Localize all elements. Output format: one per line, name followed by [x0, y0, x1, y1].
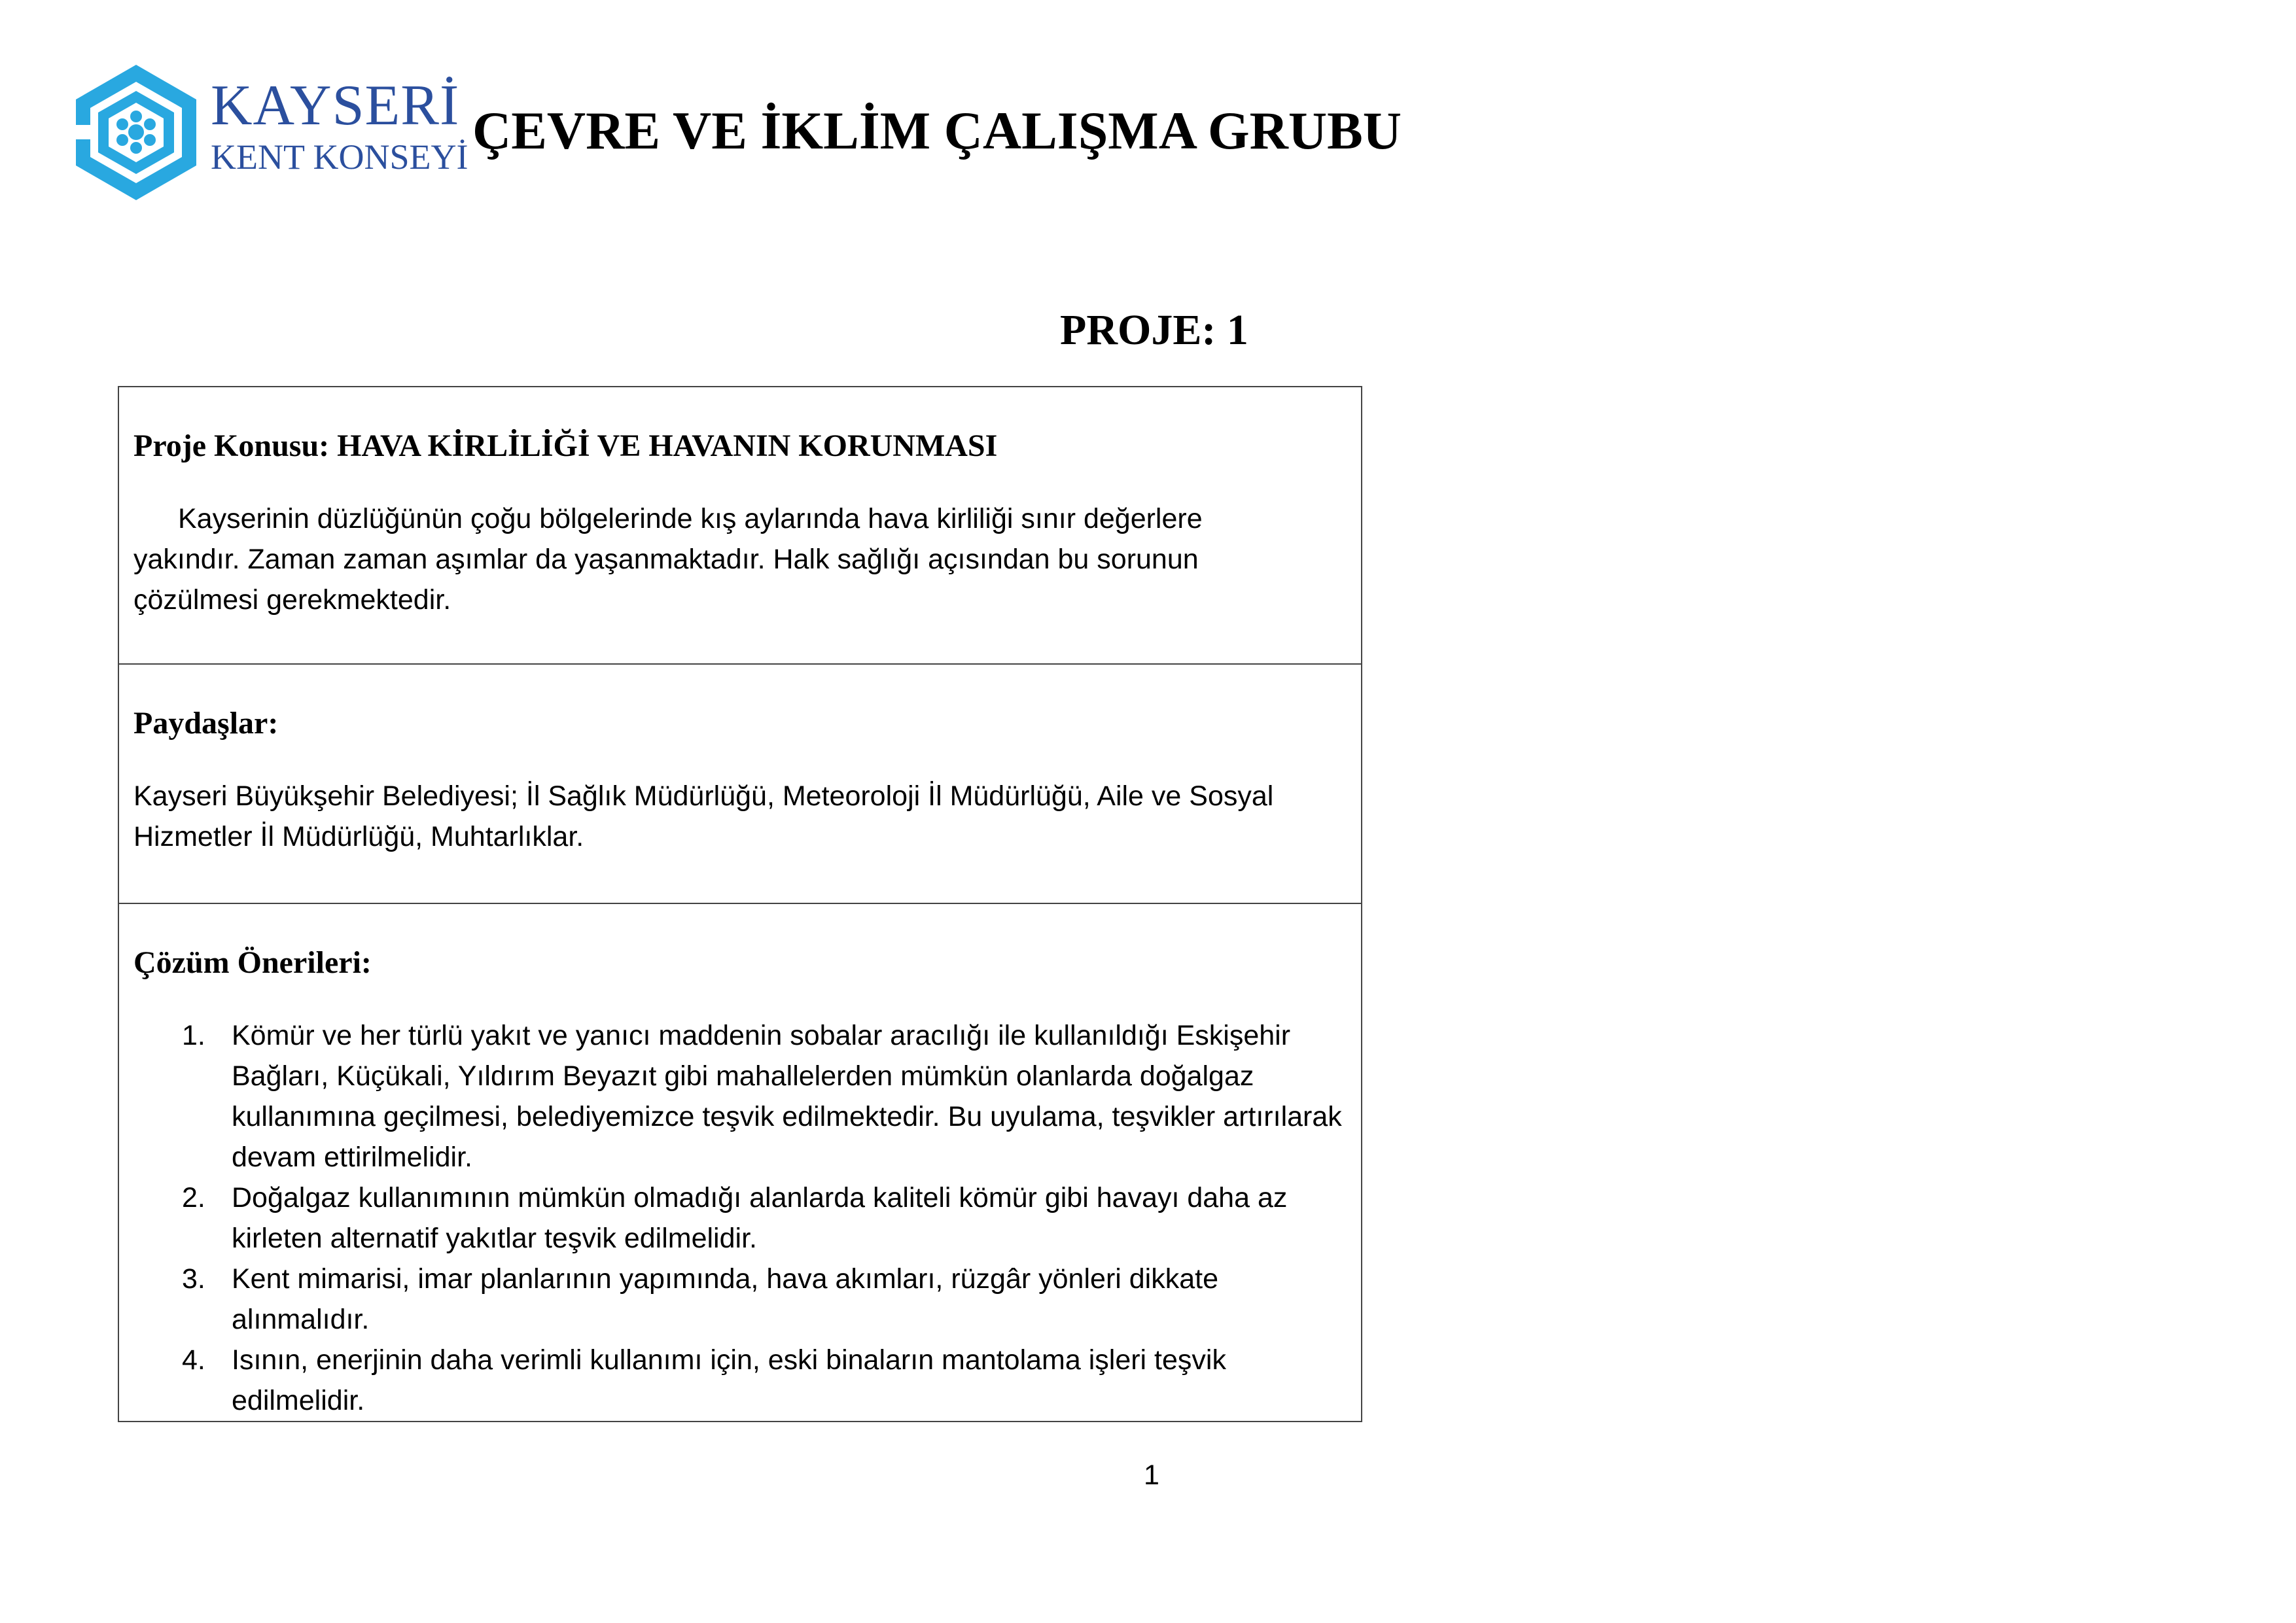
stakeholders-text: Kayseri Büyükşehir Belediyesi; İl Sağlık Müdürlüğü, Meteoroloji İl Müdürlüğü, Aile ve Sosyal Hizmetler İl Müdürlüğü, Muhtarlıklar. — [133, 780, 1274, 852]
list-item — [133, 1340, 1349, 1421]
list-item-text: Kömür ve her türlü yakıt ve yanıcı maddenin sobalar aracılığı ile kullanıldığı Eskişehir Bağları, Küçükali, Yıldırım Beyazıt gibi mahallelerden mümkün olanlarda doğalgaz kullanımına geçilmesi, belediyemizce teşvik edilmektedir. Bu uyulama, teşvikler artırılarak devam ettirilmelidir. — [232, 1020, 1342, 1173]
page-title: ÇEVRE VE İKLİM ÇALIŞMA GRUBU — [472, 101, 1402, 160]
list-item — [133, 1015, 1349, 1178]
solutions-list — [133, 1015, 1349, 1421]
list-item — [133, 1259, 1349, 1340]
page-number: 1 — [1144, 1459, 1159, 1491]
solutions-heading: Çözüm Önerileri: — [133, 945, 372, 980]
subject-heading: Proje Konusu: HAVA KİRLİLİĞİ VE HAVANIN KORUNMASI — [133, 428, 998, 463]
subject-text: Kayserinin düzlüğünün çoğu bölgelerinde kış aylarında hava kirliliği sınır değerlere yakındır. Zaman zaman aşımlar da yaşanmaktadır. Halk sağlığı açısından bu sorunun çözülmesi gerekmektedir. — [133, 503, 1203, 616]
logo-text-kent-konseyi: KENT KONSEYİ — [211, 137, 468, 177]
list-item-number: 2. — [182, 1182, 205, 1213]
solutions-cell — [119, 904, 1361, 1421]
logo — [72, 62, 468, 203]
list-item — [133, 1178, 1349, 1259]
stakeholders-heading: Paydaşlar: — [133, 706, 279, 741]
logo-text-kayseri: KAYSERİ — [211, 74, 460, 137]
list-item-text: Doğalgaz kullanımının mümkün olmadığı alanlarda kaliteli kömür gibi havayı daha az kirleten alternatif yakıtlar teşvik edilmelidir. — [232, 1182, 1288, 1254]
list-item-number: 1. — [182, 1020, 205, 1051]
kayseri-kent-konseyi-logo-icon — [72, 62, 200, 203]
project-table — [118, 386, 1362, 1422]
list-item-text: Isının, enerjinin daha verimli kullanımı için, eski binaların mantolama işleri teşvik edilmelidir. — [232, 1344, 1226, 1416]
stakeholders-cell — [119, 665, 1361, 904]
project-label: PROJE: 1 — [1060, 306, 1248, 354]
list-item-number: 4. — [182, 1344, 205, 1376]
list-item-text: Kent mimarisi, imar planlarının yapımında, hava akımları, rüzgâr yönleri dikkate alınmalıdır. — [232, 1263, 1219, 1335]
subject-cell — [119, 387, 1361, 665]
list-item-number: 3. — [182, 1263, 205, 1295]
